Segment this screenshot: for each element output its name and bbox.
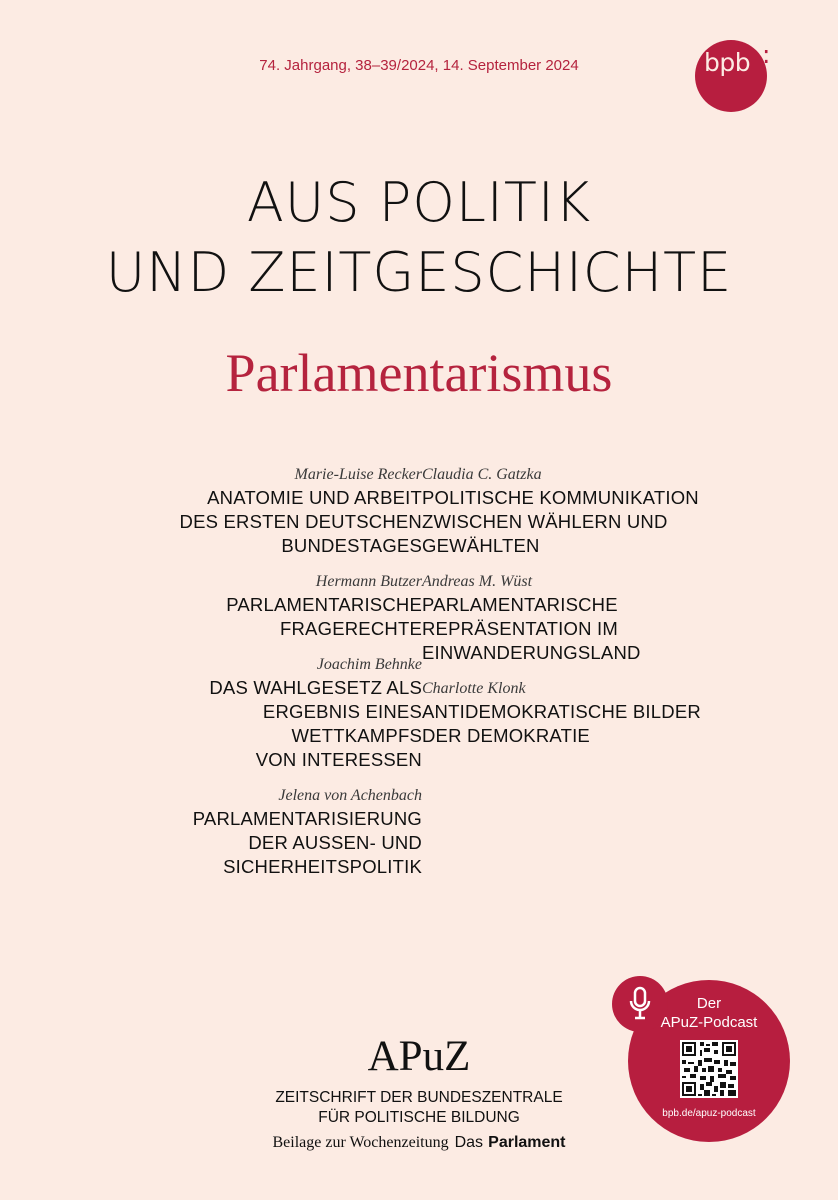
article-author: Joachim Behnke <box>316 656 422 673</box>
supplement-text: Beilage zur Wochenzeitung <box>272 1134 449 1151</box>
bpb-logo-colon: : <box>762 40 771 69</box>
article-title: PARLAMENTARISIERUNG DER AUSSEN- UND SICHERHEITSPOLITIK <box>192 808 422 877</box>
article-author: Claudia C. Gatzka <box>422 466 542 483</box>
article-author: Andreas M. Wüst <box>422 573 533 590</box>
bpb-logo-text: bpb <box>704 48 751 77</box>
article-title: PARLAMENTARISCHE REPRÄSENTATION IM EINWANDERUNGSLAND <box>422 594 641 663</box>
issue-line: 74. Jahrgang, 38–39/2024, 14. September 2024 <box>259 57 579 74</box>
article-author: Charlotte Klonk <box>422 680 526 697</box>
qr-code-icon[interactable] <box>680 1040 738 1098</box>
masthead-line-1: AUS POLITIK <box>246 171 592 234</box>
issue-topic: Parlamentarismus <box>225 343 613 403</box>
article-author: Hermann Butzer <box>315 573 422 590</box>
article-title: POLITISCHE KOMMUNIKATION ZWISCHEN WÄHLERN UND GEWÄHLTEN <box>422 487 699 556</box>
article-title: ANTIDEMOKRATISCHE BILDER DER DEMOKRATIE <box>422 701 701 746</box>
podcast-url[interactable]: bpb.de/apuz-podcast <box>662 1108 756 1119</box>
bpb-logo[interactable] <box>695 40 767 112</box>
newspaper-prefix: Das <box>454 1134 484 1151</box>
masthead-line-2: UND ZEITGESCHICHTE <box>105 241 733 304</box>
article-list-left <box>132 464 422 892</box>
article-entry[interactable] <box>132 464 422 558</box>
podcast-title: Der APuZ-Podcast <box>660 995 758 1031</box>
article-title: DAS WAHLGESETZ ALS ERGEBNIS EINES WETTKAMPFS VON INTERESSEN <box>209 677 422 770</box>
publisher-description: ZEITSCHRIFT DER BUNDESZENTRALE FÜR POLITISCHE BILDUNG <box>275 1089 563 1126</box>
apuz-logo: APuZ <box>367 1033 471 1080</box>
newspaper-name: Parlament <box>488 1134 566 1151</box>
article-author: Jelena von Achenbach <box>278 787 422 804</box>
article-list-right <box>422 464 722 761</box>
article-entry[interactable] <box>422 464 722 558</box>
article-entry[interactable] <box>422 678 722 748</box>
article-entry[interactable] <box>132 654 422 772</box>
microphone-bubble[interactable] <box>612 976 668 1032</box>
article-author: Marie-Luise Recker <box>294 466 422 483</box>
microphone-icon <box>626 986 654 1022</box>
article-title: PARLAMENTARISCHE FRAGERECHTE <box>226 594 422 639</box>
article-entry[interactable] <box>132 785 422 879</box>
article-entry[interactable] <box>132 571 422 641</box>
article-title: ANATOMIE UND ARBEIT DES ERSTEN DEUTSCHEN BUNDESTAGES <box>179 487 422 556</box>
article-entry[interactable] <box>422 571 722 665</box>
